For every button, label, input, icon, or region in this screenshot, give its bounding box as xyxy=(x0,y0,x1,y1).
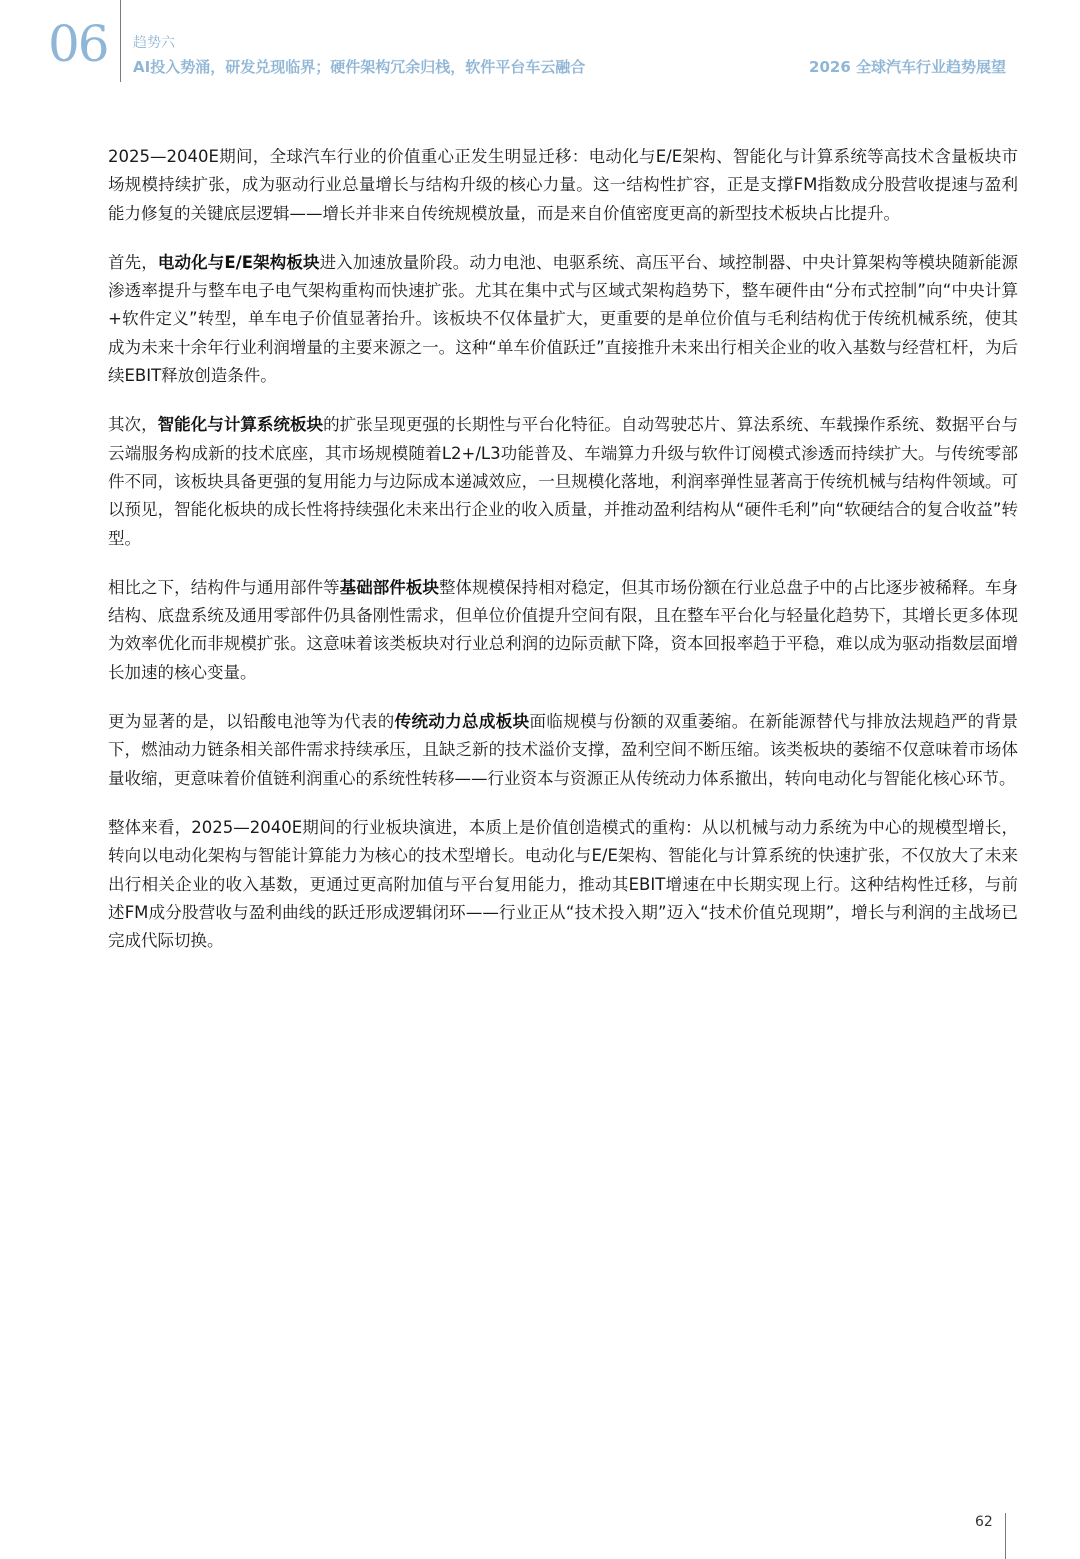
trend-label: 趋势六 xyxy=(133,35,175,51)
article-body xyxy=(108,143,1018,976)
paragraph-3 xyxy=(108,411,1018,552)
paragraph-2-keyword: 电动化与E/E架构板块 xyxy=(157,252,320,272)
paragraph-4 xyxy=(108,574,1018,687)
paragraph-4-keyword: 基础部件板块 xyxy=(339,577,439,597)
header-divider xyxy=(120,0,121,82)
report-title: 2026 全球汽车行业趋势展望 xyxy=(809,58,1006,76)
paragraph-4-body: 整体规模保持相对稳定，但其市场份额在行业总盘子中的占比逐步被稀释。车身结构、底盘系统及通用零部件仍具备刚性需求，但单位价值提升空间有限，且在整车平台化与轻量化趋势下，其增长更多体现为效率优化而非规模扩张。这意味着该类板块对行业总利润的边际贡献下降，资本回报率趋于平稳，难以成为驱动指数层面增长加速的核心变量。 xyxy=(108,577,1019,682)
paragraph-2-lead: 首先， xyxy=(108,252,158,272)
paragraph-5 xyxy=(108,708,1018,793)
page-number: 62 xyxy=(975,1514,993,1530)
paragraph-3-keyword: 智能化与计算系统板块 xyxy=(157,415,324,435)
paragraph-3-lead: 其次， xyxy=(108,415,158,435)
paragraph-5-keyword: 传统动力总成板块 xyxy=(394,712,530,732)
paragraph-1: 2025—2040E期间，全球汽车行业的价值重心正发生明显迁移：电动化与E/E架构、智能化与计算系统等高技术含量板块市场规模持续扩张，成为驱动行业总量增长与结构升级的核心力量。这一结构性扩容，正是支撑FM指数成分股营收提速与盈利能力修复的关键底层逻辑——增长并非来自传统规模放量，而是来自价值密度更高的新型技术板块占比提升。 xyxy=(108,147,1018,223)
trend-title: AI投入势涌，研发兑现临界；硬件架构冗余归栈，软件平台车云融合 xyxy=(133,58,586,76)
paragraph-5-body: 面临规模与份额的双重萎缩。在新能源替代与排放法规趋严的背景下，燃油动力链条相关部件需求持续承压，且缺乏新的技术溢价支撑，盈利空间不断压缩。该类板块的萎缩不仅意味着市场体量收缩，更意味着价值链利润重心的系统性转移——行业资本与资源正从传统动力体系撤出，转向电动化与智能化核心环节。 xyxy=(108,712,1019,788)
paragraph-6: 整体来看，2025—2040E期间的行业板块演进，本质上是价值创造模式的重构：从以机械与动力系统为中心的规模型增长，转向以电动化架构与智能计算能力为核心的技术型增长。电动化与E/E架构、智能化与计算系统的快速扩张，不仅放大了未来出行相关企业的收入基数，更通过更高附加值与平台复用能力，推动其EBIT增速在中长期实现上行。这种结构性迁移，与前述FM成分股营收与盈利曲线的跃迁形成逻辑闭环——行业正从“技术投入期”迈入“技术价值兑现期”，增长与利润的主战场已完成代际切换。 xyxy=(108,817,1018,951)
chapter-number: 06 xyxy=(48,15,108,73)
paragraph-3-body: 的扩张呈现更强的长期性与平台化特征。自动驾驶芯片、算法系统、车载操作系统、数据平台与云端服务构成新的技术底座，其市场规模随着L2+/L3功能普及、车端算力升级与软件订阅模式渗透而持续扩大。与传统零部件不同，该板块具备更强的复用能力与边际成本递减效应，一旦规模化落地，利润率弹性显著高于传统机械与结构件领域。可以预见，智能化板块的成长性将持续强化未来出行企业的收入质量，并推动盈利结构从“硬件毛利”向“软硬结合的复合收益”转型。 xyxy=(108,415,1019,548)
paragraph-2-body: 进入加速放量阶段。动力电池、电驱系统、高压平台、域控制器、中央计算架构等模块随新能源渗透率提升与整车电子电气架构重构而快速扩张。尤其在集中式与区域式架构趋势下，整车硬件由“分布式控制”向“中央计算+软件定义”转型，单车电子价值显著抬升。该板块不仅体量扩大，更重要的是单位价值与毛利结构优于传统机械系统，使其成为未来十余年行业利润增量的主要来源之一。这种“单车价值跃迁”直接推升未来出行相关企业的收入基数与经营杠杆，为后续EBIT释放创造条件。 xyxy=(108,252,1019,386)
footer-divider xyxy=(1005,1513,1006,1559)
paragraph-5-lead: 更为显著的是，以铅酸电池等为代表的 xyxy=(108,712,395,732)
paragraph-4-lead: 相比之下，结构件与通用部件等 xyxy=(108,577,340,597)
paragraph-2 xyxy=(108,249,1018,390)
